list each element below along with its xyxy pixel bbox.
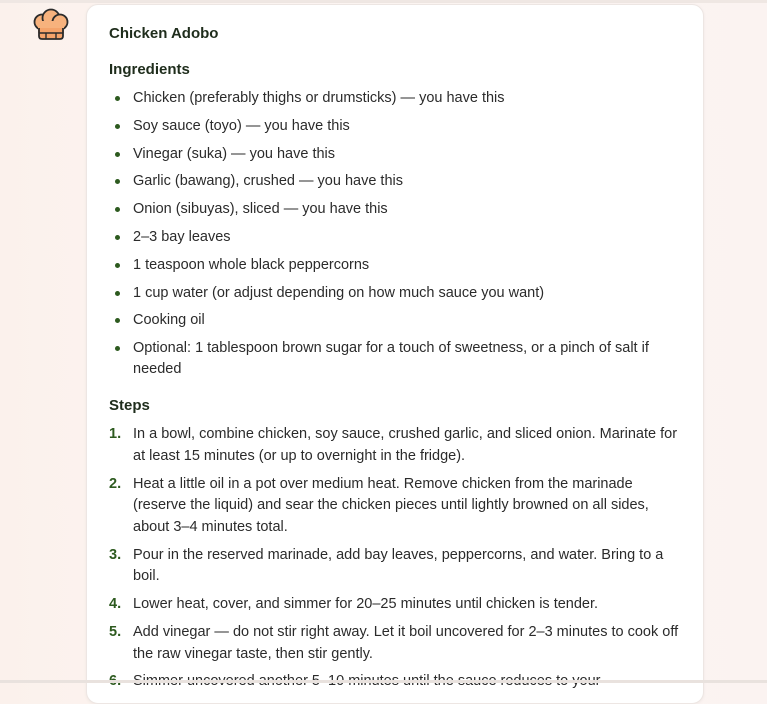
top-divider (0, 0, 767, 3)
list-item: 1 teaspoon whole black peppercorns (109, 255, 681, 276)
list-item: 1 cup water (or adjust depending on how much sauce you want) (109, 283, 681, 304)
bullet-icon (115, 207, 120, 212)
step-number: 3. (109, 546, 122, 563)
bullet-icon (115, 263, 120, 268)
bullet-icon (115, 96, 120, 101)
ingredients-heading: Ingredients (109, 61, 190, 78)
list-item: 2. Heat a little oil in a pot over medium heat. Remove chicken from the marinade (reserve the liquid) and sear the chicken pieces until lightly browned on all sides, about 3–4 minutes total. (109, 475, 649, 535)
list-item: 4. Lower heat, cover, and simmer for 20–25 minutes until chicken is tender. (109, 594, 681, 616)
step-number: 1. (109, 426, 122, 443)
ingredients-list (109, 88, 681, 380)
list-item: Cooking oil (109, 310, 681, 331)
chef-hat-icon (32, 8, 70, 44)
list-item: 3. Pour in the reserved marinade, add bay leaves, peppercorns, and water. Bring to a boil. (109, 546, 664, 585)
bullet-icon (115, 318, 120, 323)
steps-list (109, 424, 681, 693)
recipe-title: Chicken Adobo (109, 25, 219, 42)
list-item: Vinegar (suka) — you have this (109, 144, 681, 165)
list-item: Garlic (bawang), crushed — you have this (109, 171, 681, 192)
step-number: 2. (109, 475, 122, 492)
list-item: Soy sauce (toyo) — you have this (109, 116, 681, 137)
bullet-icon (115, 124, 120, 129)
bullet-icon (115, 346, 120, 351)
bullet-icon (115, 152, 120, 157)
step-number: 4. (109, 596, 122, 613)
list-item: Chicken (preferably thighs or drumsticks) — you have this (109, 88, 681, 109)
bullet-icon (115, 291, 120, 296)
bullet-icon (115, 235, 120, 240)
step-number: 5. (109, 623, 122, 640)
list-item: Optional: 1 tablespoon brown sugar for a touch of sweetness, or a pinch of salt if needed (109, 338, 681, 380)
steps-heading: Steps (109, 397, 150, 415)
bullet-icon (115, 179, 120, 184)
list-item: 1. In a bowl, combine chicken, soy sauce, crushed garlic, and sliced onion. Marinate for at least 15 minutes (or up to overnight in the fridge). (109, 426, 678, 464)
list-item: 5. Add vinegar — do not stir right away. Let it boil uncovered for 2–3 minutes to cook off the raw vinegar taste, then stir gently. (109, 623, 679, 662)
list-item: Onion (sibuyas), sliced — you have this (109, 199, 681, 220)
list-item: 2–3 bay leaves (109, 227, 681, 248)
assistant-message-card (86, 4, 704, 704)
